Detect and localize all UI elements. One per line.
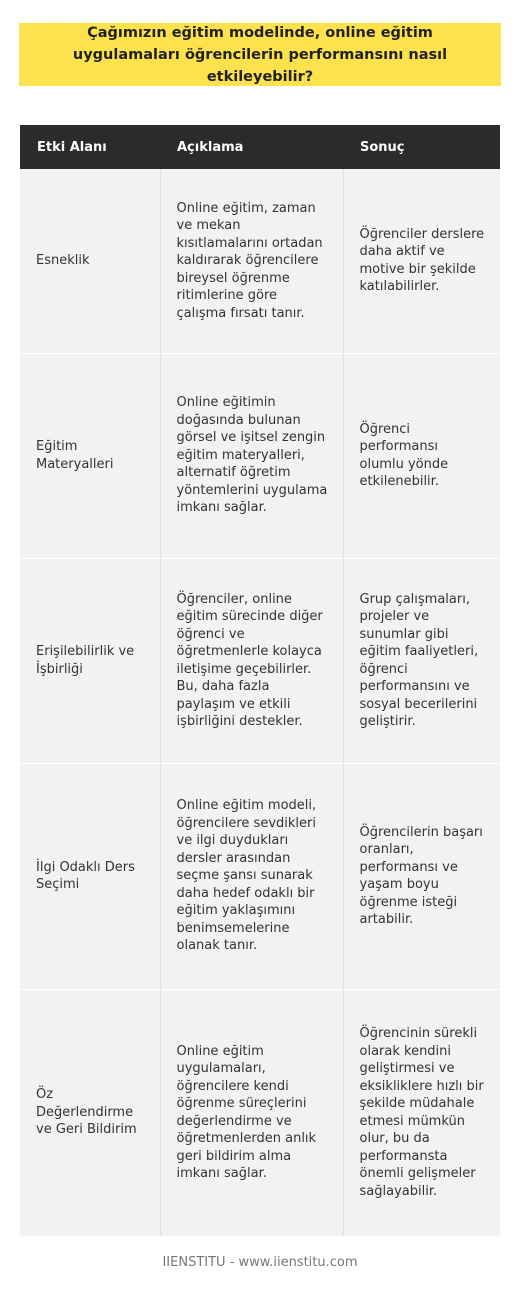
table-row xyxy=(20,763,500,989)
cell-description: Öğrenciler, online eğitim sürecinde diğer öğrenci ve öğretmenlerle kolayca iletişime geçebilirler. Bu, daha fazla paylaşım ve etkili işbirliğini destekler. xyxy=(160,558,343,763)
impact-table xyxy=(20,125,500,1237)
table-row xyxy=(20,989,500,1236)
cell-description: Online eğitim modeli, öğrencilere sevdikleri ve ilgi duydukları dersler arasından seçme şansı sunarak daha hedef odaklı bir eğitim yaklaşımını benimsemelerine olanak tanır. xyxy=(160,763,343,989)
cell-area: Öz Değerlendirme ve Geri Bildirim xyxy=(20,989,160,1236)
cell-description: Online eğitim uygulamaları, öğrencilere kendi öğrenme süreçlerini değerlendirme ve öğretmenlerden anlık geri bildirim alma imkanı sağlar. xyxy=(160,989,343,1236)
table-header-row xyxy=(20,125,500,169)
cell-area: İlgi Odaklı Ders Seçimi xyxy=(20,763,160,989)
cell-description: Online eğitim, zaman ve mekan kısıtlamalarını ortadan kaldırarak öğrencilere bireysel öğrenme ritimlerine göre çalışma fırsatı tanır. xyxy=(160,169,343,353)
header-area: Etki Alanı xyxy=(20,125,160,169)
cell-description: Online eğitimin doğasında bulunan görsel ve işitsel zengin eğitim materyalleri, alternatif öğretim yöntemlerini uygulama imkanı sağlar. xyxy=(160,353,343,558)
cell-area: Eğitim Materyalleri xyxy=(20,353,160,558)
table-row xyxy=(20,353,500,558)
header-result: Sonuç xyxy=(343,125,500,169)
cell-result: Öğrenciler derslere daha aktif ve motive bir şekilde katılabilirler. xyxy=(343,169,500,353)
table-row xyxy=(20,169,500,353)
cell-result: Öğrencinin sürekli olarak kendini geliştirmesi ve eksikliklere hızlı bir şekilde müdahale etmesi mümkün olur, bu da performansta önemli gelişmeler sağlayabilir. xyxy=(343,989,500,1236)
cell-result: Öğrencilerin başarı oranları, performansı ve yaşam boyu öğrenme isteği artabilir. xyxy=(343,763,500,989)
title-banner xyxy=(19,23,501,86)
cell-area: Esneklik xyxy=(20,169,160,353)
cell-area: Erişilebilirlik ve İşbirliği xyxy=(20,558,160,763)
page-title: Çağımızın eğitim modelinde, online eğitim uygulamaları öğrencilerin performansını nasıl etkileyebilir? xyxy=(72,24,448,85)
footer-credit: IIENSTITU - www.iienstitu.com xyxy=(162,1255,358,1270)
table-row xyxy=(20,558,500,763)
cell-result: Öğrenci performansı olumlu yönde etkilenebilir. xyxy=(343,353,500,558)
header-description: Açıklama xyxy=(160,125,343,169)
cell-result: Grup çalışmaları, projeler ve sunumlar gibi eğitim faaliyetleri, öğrenci performansını ve sosyal becerilerini geliştirir. xyxy=(343,558,500,763)
